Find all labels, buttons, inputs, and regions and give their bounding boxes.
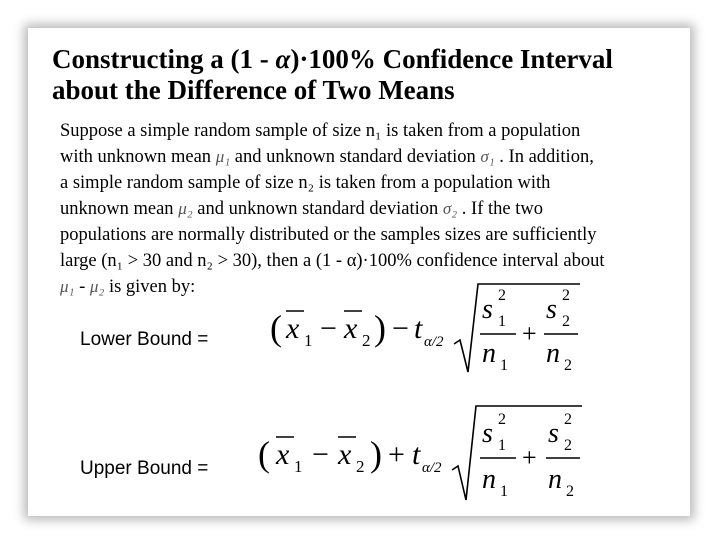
upper-x1: x — [276, 438, 290, 471]
upper-x2-sub: 2 — [356, 457, 365, 476]
upper-plus: + — [522, 443, 537, 472]
upper-formula-svg — [256, 400, 596, 506]
lower-lparen: ( — [270, 308, 282, 348]
body-line-7-d: is given by: — [104, 277, 196, 297]
title-alpha: α — [275, 44, 291, 74]
upper-s1-sub: 1 — [498, 437, 506, 454]
upper-bound-label: Upper Bound = — [80, 458, 209, 479]
lower-n1: n — [482, 338, 496, 369]
mu2-symbol-2: μ₂ — [89, 277, 105, 296]
body-line-1: Suppose a simple random sample of size n₁ is taken from a population — [60, 121, 581, 141]
lower-bound-formula — [268, 278, 598, 383]
mu1-symbol: μ₁ — [215, 147, 231, 166]
upper-sqrt — [452, 406, 582, 500]
upper-bound-formula — [256, 400, 596, 511]
body-line-4-a: unknown mean — [60, 199, 179, 219]
lower-x1-sub: 1 — [304, 331, 313, 350]
title-text-b: )·100% Confidence Interval — [290, 44, 613, 74]
sigma1-symbol: σ₁ — [480, 147, 495, 166]
mu1-symbol-2: μ₁ — [60, 277, 75, 296]
lower-x2-sub: 2 — [362, 331, 371, 350]
upper-s1: s — [482, 418, 493, 449]
lower-n2: n — [546, 338, 560, 369]
lower-s2: s — [546, 294, 557, 325]
upper-n1: n — [482, 464, 496, 495]
body-line-6: large (n₁ > 30 and n₂ > 30), then a (1 - α)·100% confidence interval about — [60, 251, 605, 271]
lower-rparen: ) — [374, 308, 386, 348]
sigma2-symbol: σ₂ — [442, 199, 458, 218]
lower-alpha-half: α/2 — [424, 334, 444, 350]
upper-n1-sub: 1 — [500, 483, 508, 500]
title-line-2: about the Difference of Two Means — [52, 75, 455, 105]
upper-s2: s — [548, 418, 559, 449]
body-line-2-b: and unknown standard deviation — [230, 147, 481, 167]
upper-t: t — [412, 438, 421, 471]
upper-rparen: ) — [370, 434, 382, 474]
body-line-4 — [60, 196, 660, 222]
lower-n1-sub: 1 — [500, 357, 508, 374]
upper-s2-sub: 2 — [564, 437, 572, 454]
title-text-a: Constructing a (1 - — [52, 44, 276, 74]
upper-n2-sub: 2 — [566, 483, 574, 500]
lower-s1: s — [482, 294, 493, 325]
upper-lparen: ( — [258, 434, 270, 474]
body-line-4-c: . If the two — [457, 199, 543, 219]
lower-minus-x: − — [320, 312, 337, 345]
lower-x1: x — [286, 312, 300, 345]
lower-s1-sup: 2 — [498, 287, 506, 304]
lower-formula-svg — [268, 278, 598, 378]
lower-s2-sup: 2 — [562, 287, 570, 304]
upper-x1-sub: 1 — [294, 457, 303, 476]
lower-t: t — [414, 312, 423, 345]
upper-s2-sup: 2 — [564, 411, 572, 428]
body-line-7-minus: - — [74, 277, 90, 297]
upper-sign: + — [388, 438, 405, 471]
upper-alpha-half: α/2 — [422, 460, 442, 476]
upper-x2: x — [338, 438, 352, 471]
upper-minus-x: − — [312, 438, 329, 471]
lower-s1-sub: 1 — [498, 313, 506, 330]
slide-title — [52, 44, 672, 106]
upper-s1-sup: 2 — [498, 411, 506, 428]
title-line-1 — [52, 44, 672, 75]
body-line-2 — [60, 144, 660, 170]
mu2-symbol: μ₂ — [178, 199, 193, 218]
lower-s2-sub: 2 — [562, 313, 570, 330]
lower-sign: − — [392, 312, 409, 345]
lower-bound-label: Lower Bound = — [80, 329, 209, 350]
lower-x2: x — [344, 312, 358, 345]
body-line-5: populations are normally distributed or the samples sizes are sufficiently — [60, 225, 597, 245]
body-line-2-c: . In addition, — [494, 147, 594, 167]
body-text — [60, 118, 660, 300]
upper-n2: n — [548, 464, 562, 495]
lower-n2-sub: 2 — [564, 357, 572, 374]
body-line-3: a simple random sample of size n₂ is taken from a population with — [60, 173, 551, 193]
lower-plus: + — [522, 319, 537, 348]
body-line-4-b: and unknown standard deviation — [192, 199, 443, 219]
body-line-2-a: with unknown mean — [60, 147, 216, 167]
